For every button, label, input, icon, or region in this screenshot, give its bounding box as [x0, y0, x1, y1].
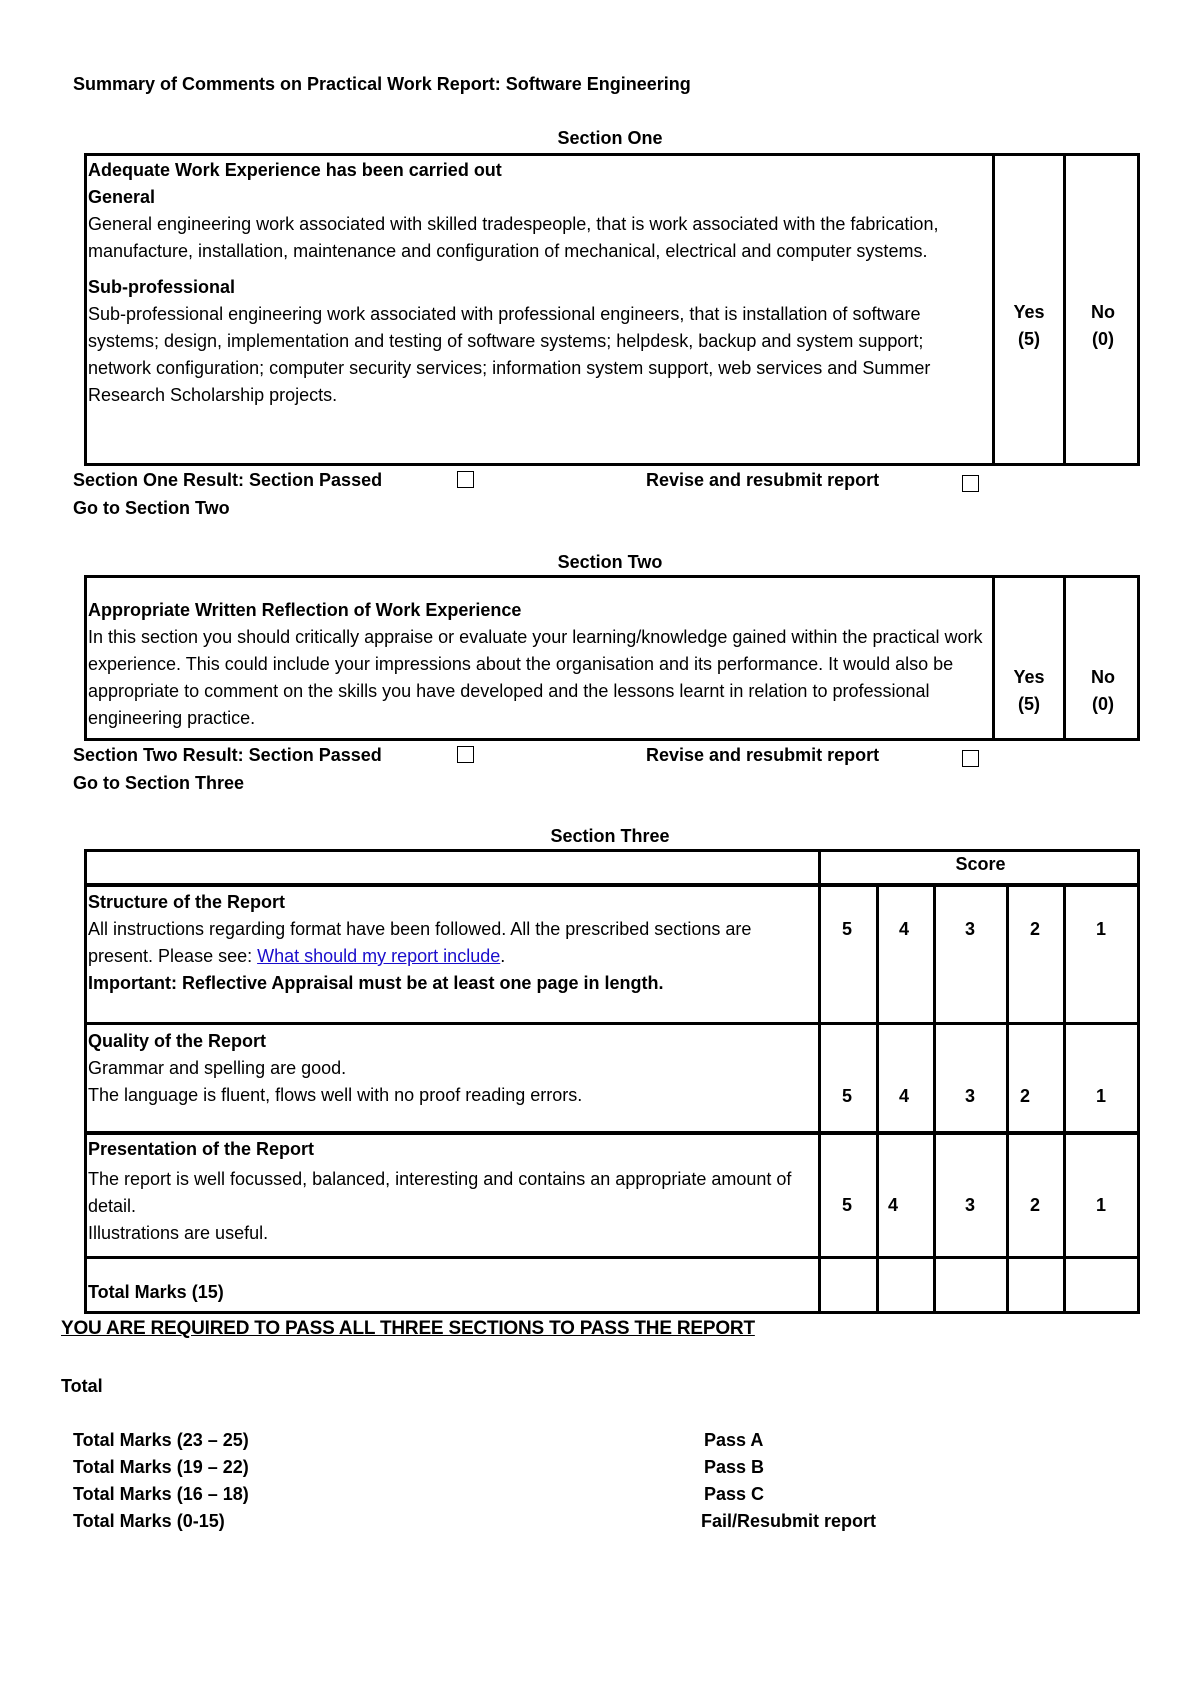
subprofessional-text: Sub-professional engineering work associated with professional engineers, that is installation of software systems; design, implementation and testing of software systems; helpdesk, backup and system support; network configuration; computer security services; information system support, web services and Summer Research Scholarship projects.: [88, 304, 931, 405]
structure-score-5[interactable]: 5: [841, 919, 852, 939]
section-two-result-label: Section Two Result: Section Passed: [73, 745, 382, 765]
section-three-heading: Section Three: [550, 826, 670, 846]
section-one-result-label: Section One Result: Section Passed: [73, 470, 383, 490]
section-two-revise-label: Revise and resubmit report: [646, 745, 880, 765]
general-text: General engineering work associated with skilled tradespeople, that is work associated with the fabrication, manufacture, installation, maintenance and configuration of mechanical, electrical and computer systems.: [88, 214, 939, 261]
structure-score-2[interactable]: 2: [1029, 919, 1040, 939]
section-two-revise-checkbox[interactable]: [962, 750, 979, 767]
presentation-score-2[interactable]: 2: [1029, 1195, 1040, 1215]
total-marks-label: Total Marks (15): [88, 1282, 224, 1302]
presentation-line1: The report is well focussed, balanced, interesting and contains an appropriate amount of detail.: [88, 1169, 792, 1216]
section-one-heading: Section One: [557, 128, 663, 148]
quality-score-2[interactable]: 2: [1019, 1086, 1030, 1106]
presentation-row: [88, 1136, 818, 1247]
grade-b: Pass B: [704, 1457, 765, 1477]
quality-line2: The language is fluent, flows well with no proof reading errors.: [88, 1085, 583, 1105]
section-two-yes: Yes (5): [1013, 667, 1045, 714]
grade-fail: Fail/Resubmit report: [701, 1511, 877, 1531]
presentation-score-4[interactable]: 4: [887, 1195, 898, 1215]
page-title: Summary of Comments on Practical Work Report: Software Engineering: [73, 74, 691, 94]
structure-row: [88, 889, 818, 997]
quality-score-3[interactable]: 3: [964, 1086, 975, 1106]
structure-score-3[interactable]: 3: [964, 919, 975, 939]
general-label: General: [88, 187, 156, 207]
score-header: Score: [955, 854, 1006, 874]
section-two-passed-checkbox[interactable]: [457, 746, 474, 763]
report-include-link[interactable]: What should my report include: [257, 946, 501, 966]
quality-row: [88, 1028, 818, 1109]
quality-score-1[interactable]: 1: [1095, 1086, 1106, 1106]
grade-range-b: Total Marks (19 – 22): [73, 1457, 249, 1477]
grade-range-c: Total Marks (16 – 18): [73, 1484, 249, 1504]
structure-score-1[interactable]: 1: [1095, 919, 1106, 939]
grade-range-a: Total Marks (23 – 25): [73, 1430, 249, 1450]
section-one-criteria: [88, 157, 988, 409]
structure-title: Structure of the Report: [88, 892, 286, 912]
section-two-text: In this section you should critically appraise or evaluate your learning/knowledge gained within the practical work experience. This could include your impressions about the organisation and its performance. It would also be appropriate to comment on the skills you have developed and the lessons learnt in relation to professional engineering practice.: [88, 627, 983, 728]
quality-score-4[interactable]: 4: [898, 1086, 909, 1106]
presentation-line2: Illustrations are useful.: [88, 1223, 269, 1243]
section-one-revise-checkbox[interactable]: [962, 475, 979, 492]
section-two-criterion: Appropriate Written Reflection of Work Experience: [88, 600, 522, 620]
requirement-notice: YOU ARE REQUIRED TO PASS ALL THREE SECTIONS TO PASS THE REPORT: [61, 1318, 755, 1339]
subprofessional-label: Sub-professional: [88, 277, 236, 297]
section-one-next: Go to Section Two: [73, 498, 230, 518]
grade-range-fail: Total Marks (0-15): [73, 1511, 225, 1531]
presentation-score-1[interactable]: 1: [1095, 1195, 1106, 1215]
section-two-next: Go to Section Three: [73, 773, 245, 793]
structure-score-4[interactable]: 4: [898, 919, 909, 939]
total-heading: Total: [61, 1376, 103, 1396]
section-two-criteria: [88, 597, 988, 732]
section-one-criterion: Adequate Work Experience has been carried out: [88, 160, 502, 180]
grade-a: Pass A: [704, 1430, 764, 1450]
section-one-revise-label: Revise and resubmit report: [646, 470, 880, 490]
structure-text: All instructions regarding format have been followed. All the prescribed sections are present. Please see: What should my report include.: [88, 919, 752, 966]
section-two-no: No (0): [1091, 667, 1115, 714]
presentation-score-3[interactable]: 3: [964, 1195, 975, 1215]
section-one-no: No (0): [1091, 302, 1115, 349]
grade-c: Pass C: [704, 1484, 765, 1504]
quality-line1: Grammar and spelling are good.: [88, 1058, 347, 1078]
presentation-score-5[interactable]: 5: [841, 1195, 852, 1215]
structure-important: Important: Reflective Appraisal must be at least one page in length.: [88, 973, 664, 993]
presentation-title: Presentation of the Report: [88, 1139, 315, 1159]
quality-score-5[interactable]: 5: [841, 1086, 852, 1106]
section-one-passed-checkbox[interactable]: [457, 471, 474, 488]
quality-title: Quality of the Report: [88, 1031, 267, 1051]
section-one-yes: Yes (5): [1013, 302, 1045, 349]
section-two-heading: Section Two: [557, 552, 663, 572]
